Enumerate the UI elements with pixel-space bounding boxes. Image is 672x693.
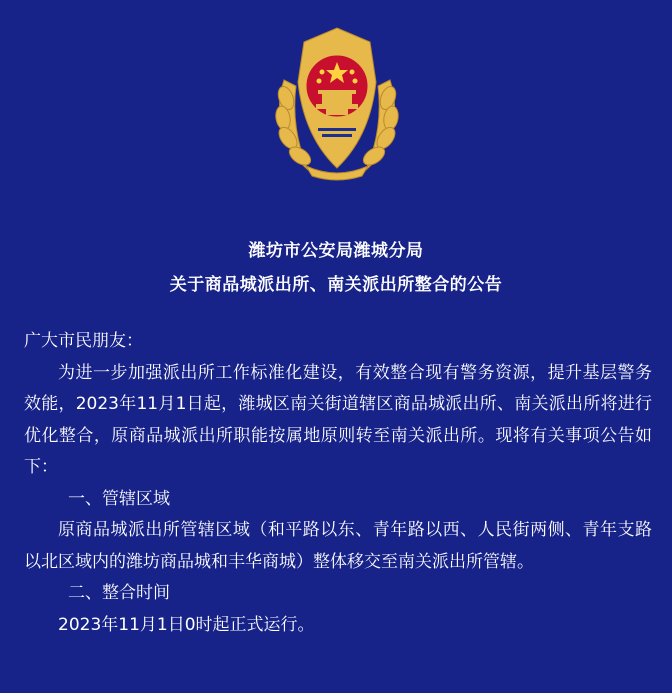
intro-paragraph: 为进一步加强派出所工作标准化建设，有效整合现有警务资源，提升基层警务效能，2023年11月1日起，潍城区南关街道辖区商品城派出所、南关派出所将进行优化整合，原商品城派出所职能按属地原则转至南关派出所。现将有关事项公告如下：: [24, 362, 652, 477]
section2-text: 2023年11月1日0时起正式运行。: [58, 614, 315, 635]
section2-heading: 二、整合时间: [68, 583, 170, 603]
police-emblem-icon: [266, 20, 408, 182]
section1-heading: 一、管辖区域: [68, 488, 170, 509]
announcement-title-subject: 关于商品城派出所、南关派出所整合的公告: [169, 275, 503, 295]
announcement-body: [24, 326, 652, 641]
salutation: 广大市民朋友：: [24, 331, 143, 351]
announcement-title-org: 潍坊市公安局潍城分局: [248, 241, 424, 261]
section1-text: 原商品城派出所管辖区域（和平路以东、青年路以西、人民街两侧、青年支路以北区域内的潍坊商品城和丰华商城）整体移交至南关派出所管辖。: [24, 520, 652, 572]
